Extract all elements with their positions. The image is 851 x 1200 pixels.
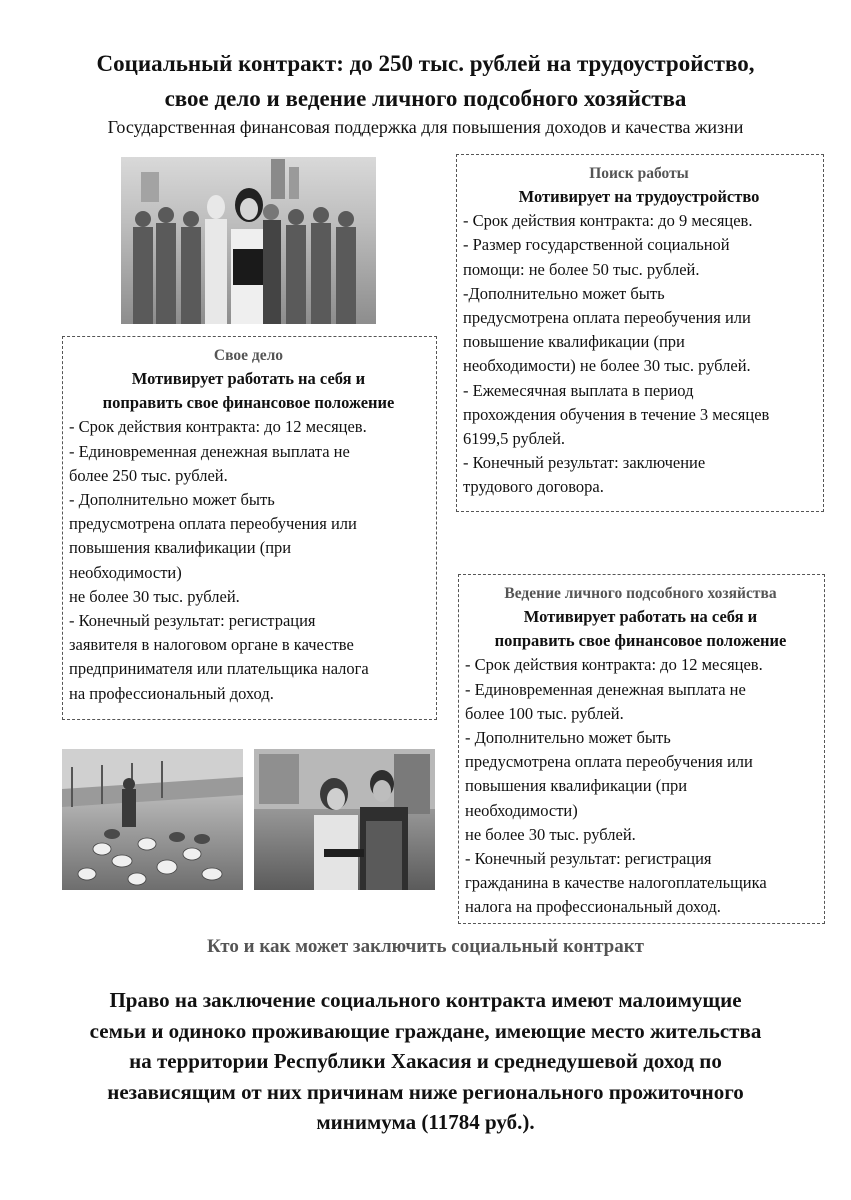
farming-subheading-1: Мотивирует работать на себя и [523,607,758,626]
farming-line: необходимости) [465,800,578,820]
job-search-line: помощи: не более 50 тыс. рублей. [463,259,700,279]
own-business-line: заявителя в налоговом органе в качестве [69,635,354,655]
eligibility-text [40,985,811,1138]
own-business-line: на профессиональный доход. [69,683,274,703]
photo-chickens [62,749,243,890]
own-business-line: предусмотрена оплата переобучения или [69,514,357,534]
eligibility-line: семьи и одиноко проживающие граждане, имеющие место жительства [89,1018,762,1043]
job-search-line: - Конечный результат: заключение [463,453,706,473]
job-search-line: - Размер государственной социальной [463,235,730,255]
own-business-line: необходимости) [69,562,182,582]
job-search-line: - Ежемесячная выплата в период [463,380,694,400]
eligibility-line: минимума (11784 руб.). [316,1110,535,1134]
farming-line: - Конечный результат: регистрация [465,849,712,869]
eligibility-line: Право на заключение социального контракта имеют малоимущие [109,988,742,1012]
eligibility-line: независящим от них причинам ниже регионального прожиточного [107,1079,744,1104]
own-business-line: - Единовременная денежная выплата не [69,441,350,461]
photo-small-business-owners [254,749,435,890]
farming-heading: Ведение личного подсобного хозяйства [504,585,777,602]
job-search-line: - Срок действия контракта: до 9 месяцев. [463,211,753,231]
own-business-heading: Свое дело [213,347,284,364]
job-search-line: прохождения обучения в течение 3 месяцев [463,404,770,424]
chickens-illustration [62,749,243,890]
job-search-subheading: Мотивирует на трудоустройство [518,187,760,206]
job-search-box [456,154,824,512]
job-search-line: предусмотрена оплата переобучения или [463,308,751,328]
own-business-line: - Дополнительно может быть [69,490,275,510]
own-business-line: предпринимателя или плательщика налога [69,659,369,679]
job-search-line: трудового договора. [463,477,604,497]
farming-line: повышения квалификации (при [465,776,688,796]
farming-line: - Срок действия контракта: до 12 месяцев. [465,655,763,675]
workers-group-illustration [121,157,376,324]
farming-line: налога на профессиональный доход. [465,897,721,917]
farming-line: более 100 тыс. рублей. [465,703,624,723]
own-business-line: - Конечный результат: регистрация [69,611,316,631]
page-subtitle: Государственная финансовая поддержка для повышения доходов и качества жизни [107,117,744,137]
farming-line: - Дополнительно может быть [465,728,671,748]
farming-line: предусмотрена оплата переобучения или [465,752,753,772]
own-business-line: не более 30 тыс. рублей. [69,586,240,606]
own-business-line: - Срок действия контракта: до 12 месяцев. [69,417,367,437]
own-business-line: повышения квалификации (при [69,538,292,558]
farming-line: гражданина в качестве налогоплательщика [465,873,767,893]
job-search-line: повышение квалификации (при [463,332,685,352]
job-search-heading: Поиск работы [589,165,689,182]
job-search-line: -Дополнительно может быть [463,283,665,303]
page-title [20,46,831,116]
title-line-1: Социальный контракт: до 250 тыс. рублей на трудоустройство, [96,51,755,76]
own-business-box [62,336,437,720]
own-business-subheading-1: Мотивирует работать на себя и [131,369,366,388]
farming-box [458,574,825,924]
eligibility-line: на территории Республики Хакасия и среднедушевой доход по [129,1049,722,1073]
farming-subheading-2: поправить свое финансовое положение [494,631,787,651]
farming-line: - Единовременная денежная выплата не [465,679,746,699]
job-search-line: необходимости) не более 30 тыс. рублей. [463,356,751,376]
job-search-line: 6199,5 рублей. [463,429,566,449]
eligibility-heading: Кто и как может заключить социальный контракт [206,936,645,957]
business-owners-illustration [254,749,435,890]
own-business-line: более 250 тыс. рублей. [69,465,228,485]
title-line-2: свое дело и ведение личного подсобного хозяйства [164,86,687,111]
photo-workers-group [121,157,376,324]
own-business-subheading-2: поправить свое финансовое положение [102,393,395,413]
farming-line: не более 30 тыс. рублей. [465,824,636,844]
